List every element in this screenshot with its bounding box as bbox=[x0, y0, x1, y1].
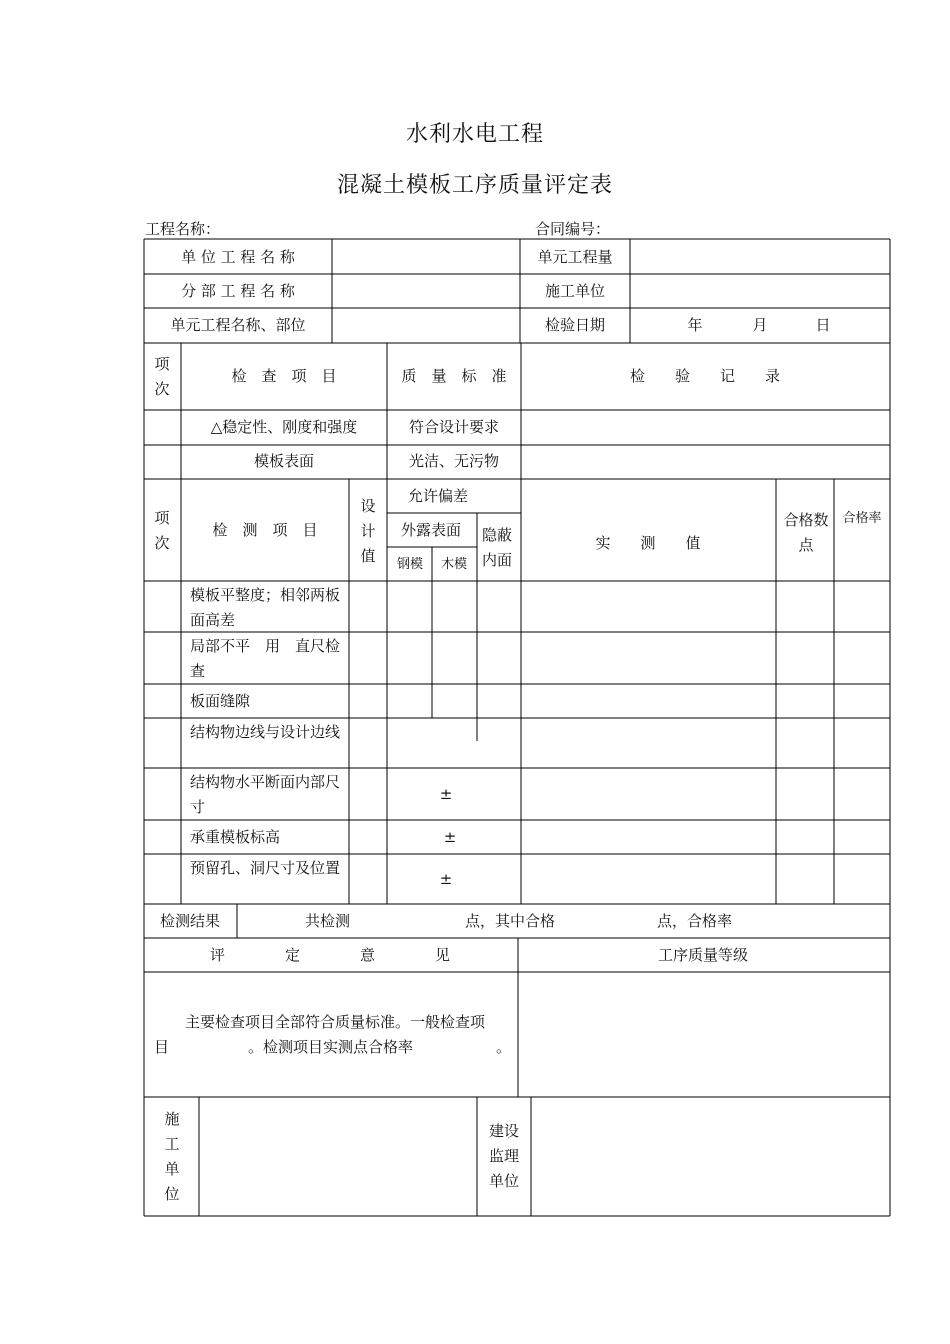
inspection-row-item: △稳定性、刚度和强度 bbox=[210, 418, 358, 436]
opinion-text-line2a: 目 bbox=[154, 1038, 170, 1056]
measurement-row-item: 局部不平 用 直尺检查 bbox=[190, 637, 341, 680]
inspection-row-item: 模板表面 bbox=[253, 452, 315, 470]
construction-unit-label: 施工单位 bbox=[544, 282, 606, 300]
hidden-surface-header: 隐蔽内面 bbox=[481, 526, 512, 569]
opinion-text-line2c: 。 bbox=[496, 1038, 512, 1056]
contract-no-label: 合同编号： bbox=[535, 220, 611, 238]
date-month: 月 bbox=[752, 316, 768, 334]
measurement-row-item: 预留孔、洞尺寸及位置 bbox=[190, 859, 341, 877]
measurement-item-header: 检 测 项 目 bbox=[212, 521, 318, 539]
inspection-row-standard: 光洁、无污物 bbox=[408, 452, 500, 470]
supervision-unit-signature-label: 建设监理单位 bbox=[488, 1122, 519, 1190]
measurement-row-tolerance: ± bbox=[439, 870, 453, 888]
qualified-points-header: 合格数点 bbox=[783, 511, 829, 554]
measurement-row-tolerance: ± bbox=[443, 828, 457, 846]
construction-unit-signature-label: 施工单位 bbox=[164, 1110, 180, 1203]
result-total-text: 共检测 bbox=[305, 912, 351, 930]
inspection-item-no-header: 项次 bbox=[154, 355, 170, 398]
inspection-row-standard: 符合设计要求 bbox=[408, 418, 500, 436]
measured-value-header: 实 测 值 bbox=[595, 534, 701, 552]
opinion-text-line2b: 。检测项目实测点合格率 bbox=[248, 1038, 414, 1056]
quality-grade-header: 工序质量等级 bbox=[657, 946, 749, 964]
steel-form-header: 钢模 bbox=[396, 557, 424, 572]
unit-project-name-label: 单 位 工 程 名 称 bbox=[181, 248, 295, 266]
result-rate-text: 点，合格率 bbox=[657, 912, 733, 930]
wood-form-header: 木模 bbox=[440, 557, 468, 572]
measurement-row-tolerance: ± bbox=[439, 785, 453, 803]
opinion-header: 评 定 意 见 bbox=[209, 946, 451, 964]
design-value-header: 设计值 bbox=[360, 497, 376, 565]
document-title: 水利水电工程 bbox=[405, 122, 544, 147]
measurement-row-item: 承重模板标高 bbox=[190, 828, 281, 846]
element-quantity-label: 单元工程量 bbox=[537, 248, 613, 266]
tolerance-header: 允许偏差 bbox=[407, 487, 469, 505]
result-qualified-text: 点，其中合格 bbox=[465, 912, 556, 930]
result-label: 检测结果 bbox=[159, 912, 221, 930]
measurement-item-no-header: 项次 bbox=[154, 509, 170, 552]
measurement-row-item: 模板平整度；相邻两板面高差 bbox=[190, 586, 341, 629]
date-day: 日 bbox=[815, 316, 831, 334]
inspection-item-header: 检 查 项 目 bbox=[231, 367, 337, 385]
project-name-label: 工程名称： bbox=[145, 220, 221, 238]
measurement-row-item: 结构物水平断面内部尺寸 bbox=[190, 773, 341, 816]
date-year: 年 bbox=[687, 316, 703, 334]
inspection-date-label: 检验日期 bbox=[544, 316, 606, 334]
measurement-row-item: 板面缝隙 bbox=[190, 692, 251, 710]
exposed-surface-header: 外露表面 bbox=[400, 521, 462, 539]
pass-rate-header: 合格率 bbox=[842, 511, 882, 526]
element-name-label: 单元工程名称、部位 bbox=[170, 316, 306, 334]
document-subtitle: 混凝土模板工序质量评定表 bbox=[336, 173, 613, 198]
sub-project-name-label: 分 部 工 程 名 称 bbox=[181, 282, 295, 300]
inspection-record-header: 检 验 记 录 bbox=[629, 367, 781, 385]
opinion-text-line1: 主要检查项目全部符合质量标准。一般检查项 bbox=[185, 1013, 486, 1031]
measurement-row-item: 结构物边线与设计边线 bbox=[190, 723, 341, 741]
quality-standard-header: 质 量 标 准 bbox=[401, 367, 507, 385]
